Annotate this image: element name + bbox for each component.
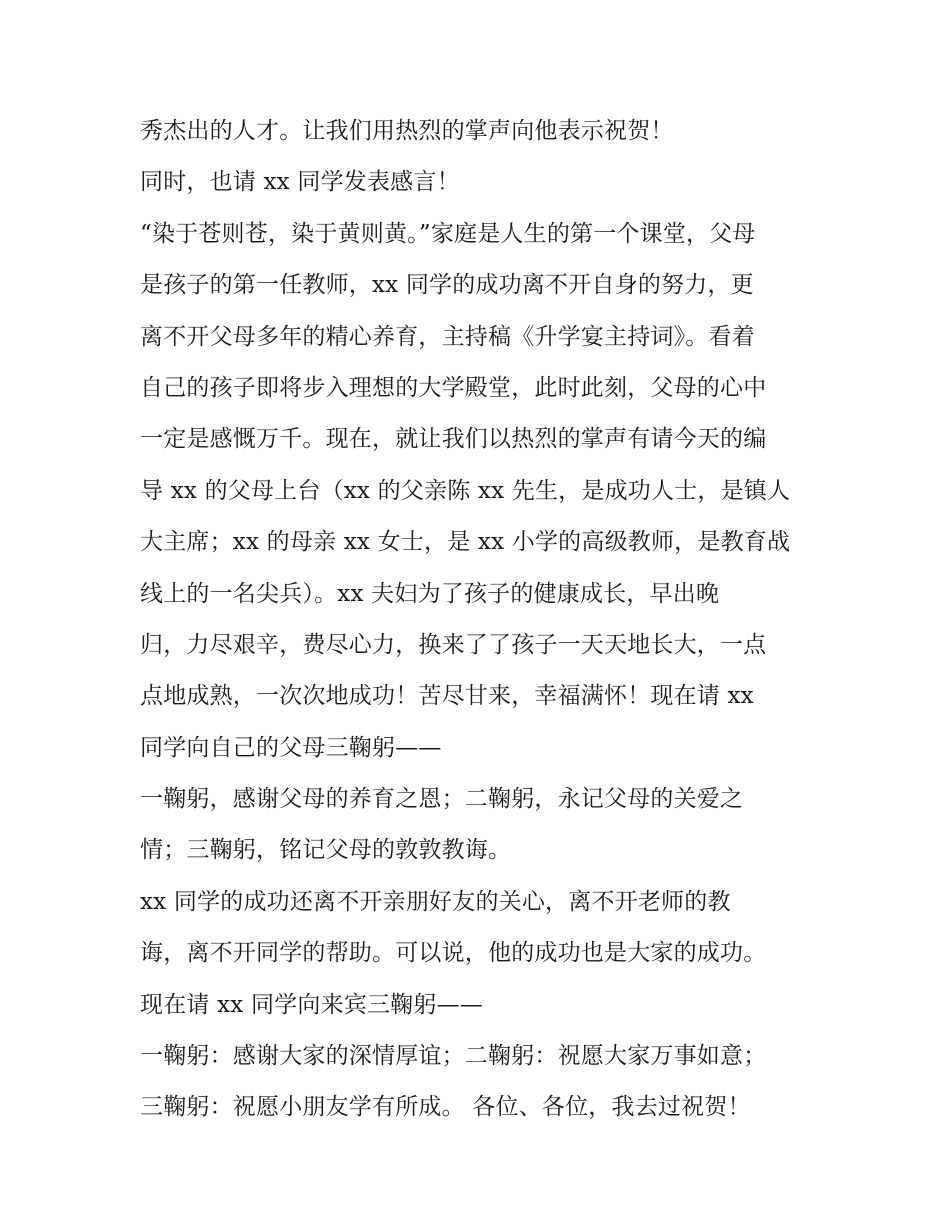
text-line: “染于苍则苍，染于黄则黄。”家庭是人生的第一个课堂，父母 xyxy=(140,220,756,247)
text-line: 诲，离不开同学的帮助。可以说，他的成功也是大家的成功。 xyxy=(140,940,767,967)
text-line: 一鞠躬：感谢大家的深情厚谊；二鞠躬：祝愿大家万事如意； xyxy=(140,1043,767,1070)
text-line: 线上的一名尖兵）。xx 夫妇为了孩子的健康成长，早出晚 xyxy=(140,580,720,607)
text-line: 秀杰出的人才。让我们用热烈的掌声向他表示祝贺！ xyxy=(140,118,674,144)
text-line: 现在请 xx 同学向来宾三鞠躬—— xyxy=(140,991,483,1018)
text-line: 三鞠躬：祝愿小朋友学有所成。 各位、各位，我去过祝贺！ xyxy=(140,1094,751,1121)
text-line: 情；三鞠躬，铭记父母的敦敦教诲。 xyxy=(140,837,512,864)
text-line: 归，力尽艰辛，费尽心力，换来了了孩子一天天地长大，一点 xyxy=(140,631,767,658)
text-line: 一鞠躬，感谢父母的养育之恩；二鞠躬，永记父母的关爱之 xyxy=(140,786,744,813)
text-line: 导 xx 的父母上台（xx 的父亲陈 xx 先生，是成功人士，是镇人 xyxy=(140,477,791,504)
text-line: 大主席；xx 的母亲 xx 女士，是 xx 小学的高级教师，是教育战 xyxy=(140,529,791,556)
document-body xyxy=(140,106,830,1134)
text-line: 是孩子的第一任教师，xx 同学的成功离不开自身的努力，更 xyxy=(140,272,754,299)
text-line: 同学向自己的父母三鞠躬—— xyxy=(140,734,442,761)
text-line: 一定是感慨万千。现在，就让我们以热烈的掌声有请今天的编 xyxy=(140,426,767,453)
text-line: 离不开父母多年的精心养育，主持稿《升学宴主持词》。看着 xyxy=(140,323,755,350)
text-line: 同时，也请 xx 同学发表感言！ xyxy=(140,169,460,196)
text-line: 自己的孩子即将步入理想的大学殿堂，此时此刻，父母的心中 xyxy=(140,374,767,401)
text-line: 点地成熟，一次次地成功！苦尽甘来，幸福满怀！现在请 xx xyxy=(140,683,754,710)
text-line: xx 同学的成功还离不开亲朋好友的关心，离不开老师的教 xyxy=(140,888,731,915)
